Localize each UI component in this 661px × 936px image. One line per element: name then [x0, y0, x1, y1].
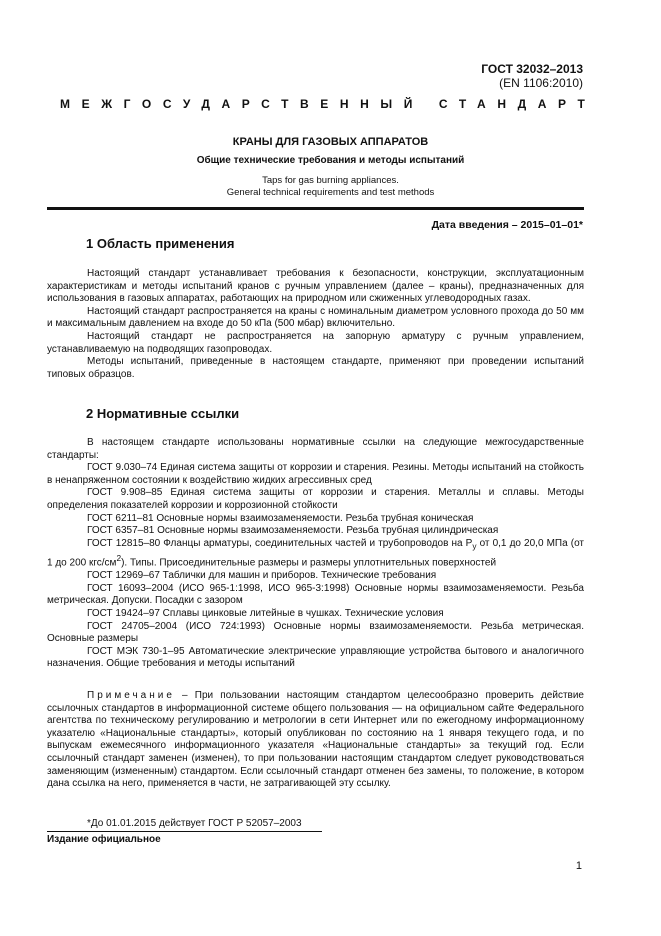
reference-item: ГОСТ 6357–81 Основные нормы взаимозаменяемости. Резьба трубная цилиндрическая [87, 525, 499, 537]
note [47, 690, 584, 791]
section-1-heading: 1 Область применения [86, 236, 235, 251]
reference-text: от 0,1 до 20,0 МПа (от 1 до 200 кгс/см [47, 537, 585, 569]
title-divider [47, 207, 584, 210]
reference-item: ГОСТ 6211–81 Основные нормы взаимозаменяемости. Резьба трубная коническая [87, 512, 474, 524]
paragraph: Настоящий стандарт устанавливает требования к безопасности, конструкции, эксплуатационным характеристикам и методы испытаний кранов с ручным управлением (далее – краны), предназначенных для использования в газовых аппаратах, работающих на природном или сжиженных углеводородных газах. [47, 268, 584, 305]
document-subtitle: Общие технические требования и методы испытаний [196, 155, 465, 166]
pressure-subscript: у [472, 540, 477, 551]
english-title-line-2: General technical requirements and test methods [226, 187, 435, 198]
reference-item-flanges [47, 538, 584, 571]
section-2-body [47, 437, 584, 671]
paragraph: Настоящий стандарт распространяется на краны с номинальным диаметром условного прохода до 50 мм и максимальным давлением на входе до 50 кПа (500 мбар) включительно. [47, 305, 584, 330]
footnote: *До 01.01.2015 действует ГОСТ Р 52057–2003 [87, 818, 302, 829]
reference-text: ). Типы. Присоединительные размеры и размеры уплотнительных поверхностей [121, 557, 497, 569]
note-label: Примечание [87, 690, 175, 701]
reference-item: ГОСТ 24705–2004 (ИСО 724:1993) Основные нормы взаимозаменяемости. Резьба метрическая. Основные размеры [47, 620, 584, 645]
reference-item: ГОСТ 12969–67 Таблички для машин и приборов. Технические требования [87, 570, 437, 582]
reference-item: ГОСТ МЭК 730-1–95 Автоматические электрические управляющие устройства бытового и аналогичного назначения. Общие требования и методы испытаний [47, 645, 584, 670]
note-block [47, 690, 584, 791]
section-2-heading: 2 Нормативные ссылки [86, 406, 240, 421]
footnote-divider [47, 831, 322, 832]
reference-item: ГОСТ 19424–97 Сплавы цинковые литейные в чушках. Технические условия [87, 608, 444, 620]
official-edition-label: Издание официальное [47, 834, 161, 845]
english-title [0, 175, 661, 199]
note-text: – При пользовании настоящим стандартом целесообразно проверить действие ссылочных стандартов в информационной системе общего пользования — на официальном сайте Федерального агентства по техническому регулированию и метрологии в сети Интернет или по ежегодному информационному указателю «Национальные стандарты», который опубликован по состоянию на 1 января текущего года, и по выпускам ежемесячного информационного указателя «Национальные стандарты» за текущий год. Если ссылочный стандарт заменен (изменен), то при пользовании настоящим стандартом следует руководствоваться заменяющим (измененным) стандартом. Если ссылочный стандарт отменен без замены, то положение, в котором дана ссылка на него, применяется в части, не затрагивающей эту ссылку. [47, 690, 584, 790]
english-title-line-1: Taps for gas burning appliances. [262, 175, 399, 186]
page-number: 1 [575, 860, 582, 872]
reference-item: ГОСТ 9.908–85 Единая система защиты от коррозии и старения. Металлы и сплавы. Методы определения показателей коррозии и коррозионной стойкости [47, 487, 584, 511]
en-standard-number: (EN 1106:2010) [499, 76, 583, 90]
standard-code [481, 62, 583, 90]
square-superscript: 2 [116, 553, 122, 564]
document-title: КРАНЫ ДЛЯ ГАЗОВЫХ АППАРАТОВ [232, 136, 429, 148]
section-1-body [47, 268, 584, 381]
interstate-standard-banner: МЕЖГОСУДАРСТВЕННЫЙ СТАНДАРТ [60, 97, 597, 111]
paragraph: Методы испытаний, приведенные в настоящем стандарте, применяют при проведении испытаний типовых образцов. [47, 356, 584, 380]
standard-number: ГОСТ 32032–2013 [481, 62, 583, 76]
paragraph: В настоящем стандарте использованы нормативные ссылки на следующие межгосударственные стандарты: [47, 437, 584, 461]
reference-item: ГОСТ 16093–2004 (ИСО 965-1:1998, ИСО 965-3:1998) Основные нормы взаимозаменяемости. Резьба метрическая. Допуски. Посадки с зазором [47, 582, 584, 607]
introduction-date: Дата введения – 2015–01–01* [431, 219, 583, 231]
paragraph: Настоящий стандарт не распространяется на запорную арматуру с ручным управлением, устанавливаемую на подводящих газопроводах. [47, 330, 584, 355]
reference-item: ГОСТ 9.030–74 Единая система защиты от коррозии и старения. Резины. Методы испытаний на стойкость в ненапряженном состоянии к воздействию жидких агрессивных сред [47, 462, 584, 486]
reference-text: ГОСТ 12815–80 Фланцы арматуры, соединительных частей и трубопроводов на P [87, 537, 473, 549]
